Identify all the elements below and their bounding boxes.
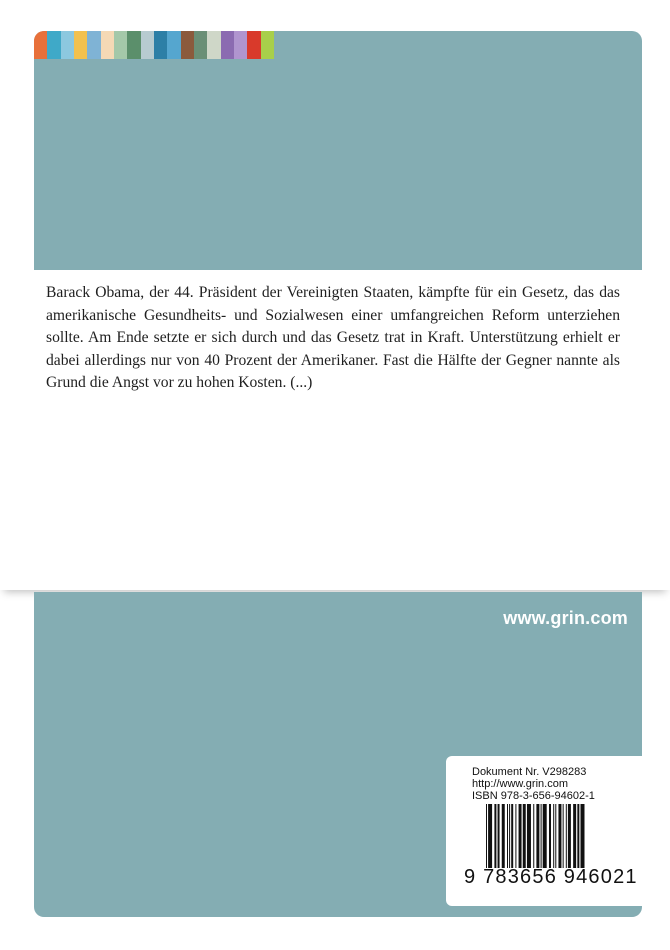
barcode-bar [502, 804, 505, 868]
barcode-bar [577, 804, 579, 868]
barcode-bar [515, 804, 516, 868]
color-stripe [74, 31, 87, 59]
document-number: Dokument Nr. V298283 [472, 766, 587, 778]
barcode-bar [498, 804, 500, 868]
color-stripe [141, 31, 154, 59]
barcode-bar [527, 804, 531, 868]
publisher-url: http://www.grin.com [472, 778, 568, 790]
barcode-bar [543, 804, 547, 868]
barcode-bar [555, 804, 556, 868]
color-stripe [114, 31, 127, 59]
barcode-bar [536, 804, 539, 868]
barcode-bar [507, 804, 508, 868]
barcode-bar [566, 804, 567, 868]
color-stripe [234, 31, 247, 59]
color-stripe [194, 31, 207, 59]
barcode-bar [573, 804, 576, 868]
color-stripe [247, 31, 260, 59]
color-stripe [181, 31, 194, 59]
barcode-bar [568, 804, 571, 868]
color-stripe [221, 31, 234, 59]
color-stripe [101, 31, 114, 59]
cover-top-panel [34, 31, 642, 270]
barcode-bar [558, 804, 561, 868]
barcode-bar [488, 804, 492, 868]
barcode-bar [549, 804, 551, 868]
barcode-bar [511, 804, 513, 868]
color-stripe [261, 31, 274, 59]
color-stripes [34, 31, 274, 59]
barcode-digits: 9 783656 946021 [464, 866, 638, 888]
barcode-bar [553, 804, 554, 868]
isbn: ISBN 978-3-656-94602-1 [472, 790, 595, 802]
color-stripe [167, 31, 180, 59]
barcode-box [446, 756, 642, 906]
color-stripe [47, 31, 60, 59]
color-stripe [34, 31, 47, 59]
color-stripe [154, 31, 167, 59]
publisher-website[interactable]: www.grin.com [503, 608, 628, 628]
barcode-bar [509, 804, 510, 868]
barcode-bar [533, 804, 534, 868]
barcode-bar [486, 804, 487, 868]
barcode-bar [523, 804, 526, 868]
barcode-bar [494, 804, 496, 868]
color-stripe [127, 31, 140, 59]
barcode-bar [581, 804, 585, 868]
barcode-bar [541, 804, 542, 868]
blurb-panel [0, 270, 670, 590]
barcode-bar [563, 804, 564, 868]
color-stripe [207, 31, 220, 59]
barcode-bar [519, 804, 522, 868]
barcode-image [486, 804, 632, 868]
blurb-text: Barack Obama, der 44. Präsident der Vereinigten Staaten, kämpfte für ein Gesetz, das das amerikanische Gesundheits- und Sozialwesen einer umfangreichen Reform unterziehen sollte. Am Ende setzte er sich durch und das Gesetz trat in Kraft. Unterstützung erhielt er dabei allerdings nur von 40 Prozent der Amerikaner. Fast die Hälfte der Gegner nannte als Grund die Angst vor zu hohen Kosten. (...) [46, 284, 620, 392]
color-stripe [87, 31, 100, 59]
color-stripe [61, 31, 74, 59]
